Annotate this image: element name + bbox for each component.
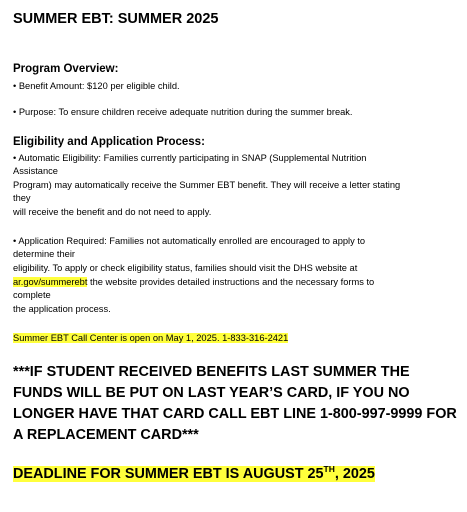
auto-eligibility-line-1: • Automatic Eligibility: Families currently participating in SNAP (Supplemental Nutrition (13, 153, 367, 163)
overview-heading: Program Overview: (13, 63, 119, 75)
deadline-line (13, 466, 375, 482)
application-link-line (13, 276, 374, 289)
eligibility-heading: Eligibility and Application Process: (13, 136, 205, 148)
auto-eligibility-line-4: they (13, 193, 31, 203)
summerebt-link[interactable]: ar.gov/summerebt (13, 277, 88, 287)
call-center-highlight: Summer EBT Call Center is open on May 1, 2025. 1-833-316-2421 (13, 333, 289, 343)
deadline-highlight (13, 466, 375, 482)
application-required-line-1: • Application Required: Families not automatically enrolled are encouraged to apply to (13, 236, 366, 246)
deadline-year: , 2025 (334, 466, 375, 482)
call-center-line (13, 332, 288, 345)
application-required-line-2: determine their (13, 249, 76, 259)
notice-line-2: FUNDS WILL BE PUT ON LAST YEAR’S CARD, IF YOU NO (13, 385, 410, 401)
notice-line-3: LONGER HAVE THAT CARD CALL EBT LINE 1-800-997-9999 FOR (13, 406, 457, 422)
page-title: SUMMER EBT: SUMMER 2025 (13, 11, 219, 27)
notice-line-4: A REPLACEMENT CARD*** (13, 427, 199, 443)
application-tail-line-2: the application process. (13, 304, 111, 314)
application-required-line-3: eligibility. To apply or check eligibility status, families should visit the DHS website at (13, 263, 358, 273)
application-tail-line-1: complete (13, 290, 51, 300)
notice-line-1: ***IF STUDENT RECEIVED BENEFITS LAST SUMMER THE (13, 364, 410, 380)
benefit-amount-line: • Benefit Amount: $120 per eligible child. (13, 81, 180, 91)
link-after-text: the website provides detailed instructions and the necessary forms to (87, 277, 375, 287)
purpose-line: • Purpose: To ensure children receive adequate nutrition during the summer break. (13, 107, 353, 117)
deadline-superscript: TH (323, 464, 335, 475)
auto-eligibility-line-2: Assistance (13, 166, 58, 176)
auto-eligibility-line-5: will receive the benefit and do not need to apply. (13, 207, 212, 217)
auto-eligibility-line-3: Program) may automatically receive the Summer EBT benefit. They will receive a letter stating (13, 180, 401, 190)
deadline-text: DEADLINE FOR SUMMER EBT IS AUGUST 25 (13, 466, 324, 482)
